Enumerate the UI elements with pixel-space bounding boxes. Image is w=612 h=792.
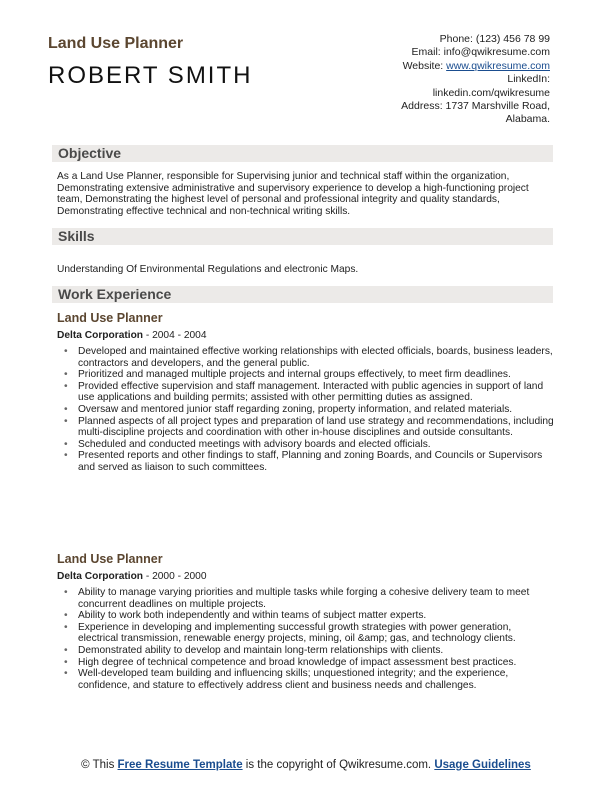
skills-text: Understanding Of Environmental Regulations and electronic Maps. bbox=[57, 264, 359, 275]
website-label: Website: bbox=[402, 59, 447, 72]
contact-block bbox=[310, 33, 550, 127]
experience-section-header bbox=[52, 286, 553, 303]
list-item: • Demonstrated ability to develop and maintain long-term relationships with clients. bbox=[64, 645, 554, 657]
objective-heading: Objective bbox=[58, 145, 122, 161]
list-item: • Prioritized and managed multiple projects and internal groups effectively, to meet firm deadlines. bbox=[64, 369, 554, 381]
contact-address-line1: Address: 1737 Marshville Road, bbox=[401, 100, 550, 113]
job-2-title: Land Use Planner bbox=[57, 552, 163, 566]
list-item: • Experience in developing and implementing successful growth strategies with power generation, electrical transmission, renewable energy projects, mining, oil &amp; gas, and technology clients. bbox=[64, 622, 554, 645]
job-2-company: Delta Corporation bbox=[57, 571, 144, 582]
list-item: • Developed and maintained effective working relationships with elected officials, boards, business leaders, contractors and developers, and the general public. bbox=[64, 346, 554, 369]
list-item: • Scheduled and conducted meetings with advisory boards and elected officials. bbox=[64, 439, 554, 451]
list-item: • Provided effective supervision and staff management. Interacted with public agencies in support of land use applications and building permits; assisted with other permitting duties as assigned. bbox=[64, 381, 554, 404]
free-resume-template-link[interactable]: Free Resume Template bbox=[117, 759, 243, 771]
website-link[interactable]: www.qwikresume.com bbox=[446, 59, 550, 72]
footer-prefix: © This bbox=[81, 759, 118, 771]
job-2-dates: - 2000 - 2000 bbox=[143, 571, 207, 582]
footer bbox=[0, 758, 612, 772]
skills-section-header bbox=[52, 228, 553, 245]
job-title: Land Use Planner bbox=[48, 35, 184, 52]
job-1-company-line bbox=[57, 330, 206, 341]
list-item: • Planned aspects of all project types and preparation of land use strategy and recommendations, including multi-discipline projects and coordination with other in-house disciplines and outside consultants. bbox=[64, 416, 554, 439]
list-item: • High degree of technical competence and broad knowledge of impact assessment best practices. bbox=[64, 657, 554, 669]
list-item: • Ability to work both independently and within teams of subject matter experts. bbox=[64, 610, 554, 622]
list-item: • Well-developed team building and influencing skills; unquestioned integrity; and the experience, confidence, and stature to effectively address client and business needs and challenges. bbox=[64, 668, 554, 691]
contact-linkedin-value: linkedin.com/qwikresume bbox=[432, 86, 550, 99]
objective-section-header bbox=[52, 145, 553, 162]
objective-text: As a Land Use Planner, responsible for Supervising junior and technical staff within the organization, Demonstrating extensive administrative and supervisory experience to develop a high-functioning project team, Demonstrating the highest level of personal and professional integrity and quality standards, Demonstrating effective technical and non-technical writing skills. bbox=[57, 171, 529, 217]
usage-guidelines-link[interactable]: Usage Guidelines bbox=[434, 759, 531, 771]
list-item: • Presented reports and other findings to staff, Planning and zoning Boards, and Councils or Supervisors and served as liaison to such committees. bbox=[64, 450, 554, 473]
contact-website bbox=[310, 60, 550, 73]
experience-heading: Work Experience bbox=[58, 286, 172, 302]
contact-email: Email: info@qwikresume.com bbox=[411, 46, 550, 59]
footer-middle: is the copyright of Qwikresume.com. bbox=[242, 759, 435, 771]
list-item: • Oversaw and mentored junior staff regarding zoning, property information, and related materials. bbox=[64, 404, 554, 416]
job-2-company-line bbox=[57, 571, 206, 582]
skills-heading: Skills bbox=[58, 228, 95, 244]
job-1-company: Delta Corporation bbox=[57, 330, 144, 341]
list-item: • Ability to manage varying priorities and multiple tasks while forging a cohesive delivery team to meet concurrent deadlines on multiple projects. bbox=[64, 587, 554, 610]
job-1-title: Land Use Planner bbox=[57, 311, 163, 325]
job-1-dates: - 2004 - 2004 bbox=[143, 330, 207, 341]
job-2-bullets bbox=[64, 587, 554, 691]
contact-address-line2: Alabama. bbox=[505, 113, 550, 126]
contact-linkedin-label: LinkedIn: bbox=[507, 73, 550, 86]
job-1-bullets bbox=[64, 346, 554, 474]
candidate-name: ROBERT SMITH bbox=[48, 62, 253, 89]
contact-phone: Phone: (123) 456 78 99 bbox=[439, 33, 550, 45]
